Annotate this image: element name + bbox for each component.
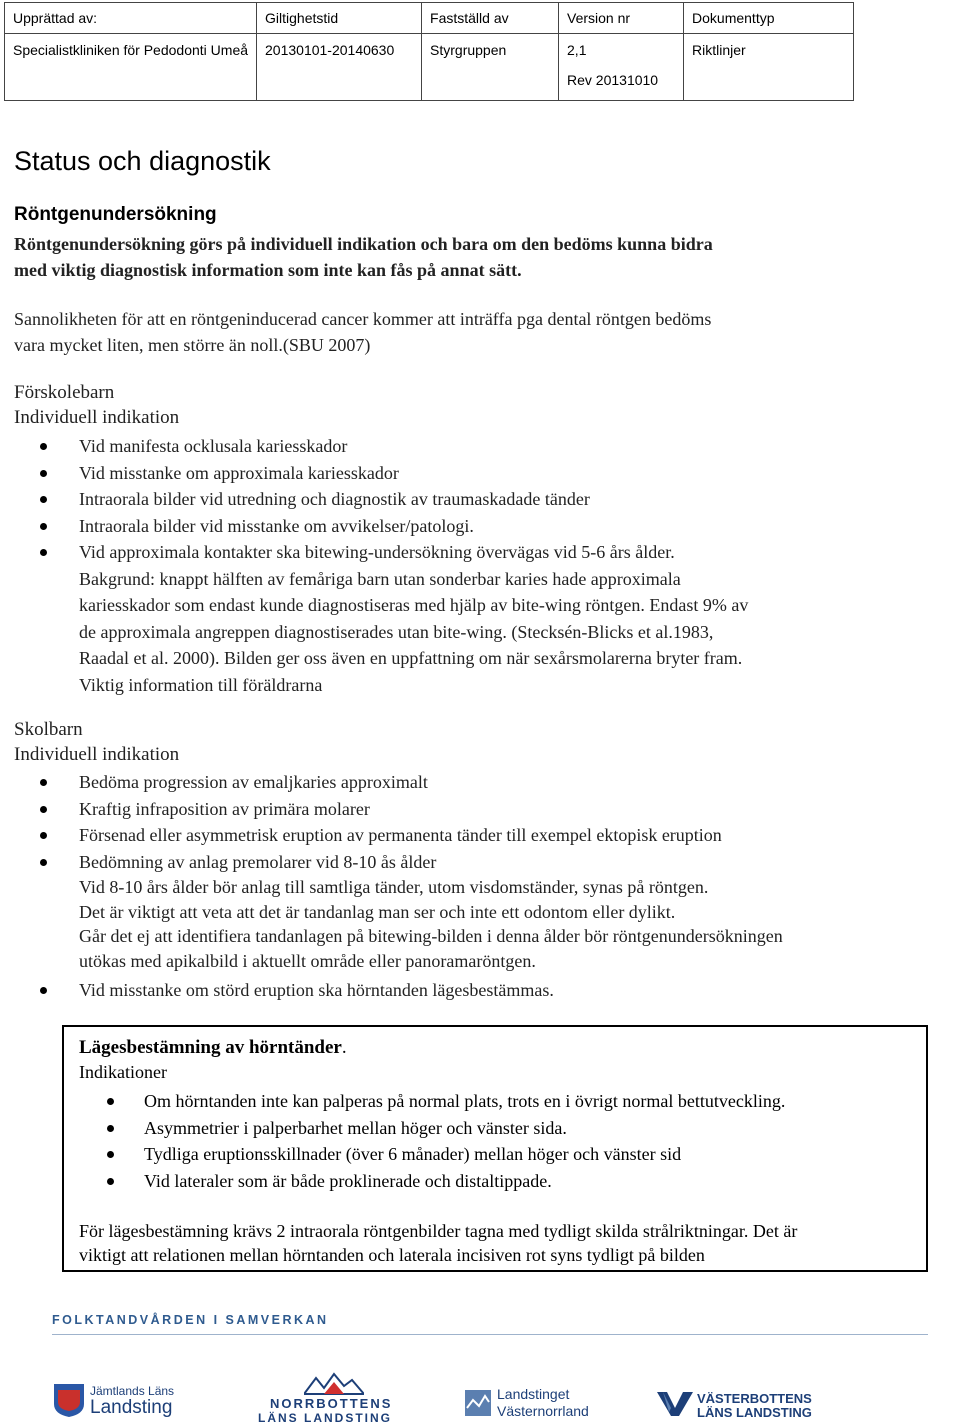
page-title: Status och diagnostik: [14, 146, 271, 176]
lead-line: med viktig diagnostisk information som inte kan fås på annat sätt.: [14, 260, 522, 280]
header-approved-value: Styrgruppen: [422, 34, 559, 101]
norrbotten-emblem-icon: [304, 1372, 364, 1396]
document-header-table: [4, 2, 854, 101]
school-indication-list: [38, 769, 783, 1004]
list-item: Vid misstanke om approximala kariesskador: [38, 460, 748, 487]
list-item: Vid approximala kontakter ska bitewing-undersökning övervägas vid 5-6 års ålder.: [38, 539, 748, 566]
para-line: Sannolikheten för att en röntgeninducerad cancer kommer att inträffa pga dental röntgen bedöms: [14, 309, 712, 329]
header-validity-value: 20130101-20140630: [257, 34, 422, 101]
list-item: Intraorala bilder vid misstanke om avvikelser/patologi.: [38, 513, 748, 540]
vasterbotten-emblem-icon: [657, 1388, 693, 1416]
list-item: Vid lateraler som är både proklinerade och distaltippade.: [105, 1168, 785, 1195]
header-col-approved: Fastställd av: [422, 3, 559, 34]
footer-divider: [52, 1334, 928, 1335]
bitewing-background-text: Bakgrund: knappt hälften av femåriga barn utan sonderbar karies hade approximala kariesskador som endast kunde diagnostiseras med hjälp av bite-wing röntgen. Endast 9% av de approximala angreppen diagnostiserades utan bite-wing. (Stecksén-Blicks et al.1983, Raadal et al. 2000). Bilden ger oss även en uppfattning om när sexårsmolarerna bryter fram. Viktig information till föräldrarna: [79, 568, 749, 695]
box-indication-list: [105, 1088, 785, 1194]
bullet-icon: [40, 779, 47, 786]
vasternorrland-emblem-icon: [463, 1388, 493, 1418]
header-col-version: Version nr: [559, 3, 684, 34]
list-item: Bedömning av anlag premolarer vid 8-10 ås ålder: [38, 849, 783, 876]
canine-position-box: [62, 1025, 928, 1272]
box-title: Lägesbestämning av hörntänder.: [79, 1037, 347, 1058]
preschool-indication-list: [38, 433, 748, 698]
list-item: Försenad eller asymmetrisk eruption av permanenta tänder till exempel ektopisk eruption: [38, 822, 783, 849]
jamtland-emblem-icon: [52, 1380, 86, 1418]
bullet-icon: [40, 443, 47, 450]
xray-lead-text: [14, 231, 914, 283]
header-col-author: Upprättad av:: [5, 3, 257, 34]
list-item: Asymmetrier i palperbarhet mellan höger och vänster sida.: [105, 1115, 785, 1142]
header-doctype-value: Riktlinjer: [684, 34, 854, 101]
bullet-icon: [107, 1125, 114, 1132]
section-heading-preschool: Förskolebarn: [14, 382, 115, 403]
box-subtitle: Indikationer: [79, 1062, 167, 1082]
header-col-doctype: Dokumenttyp: [684, 3, 854, 34]
bullet-icon: [40, 987, 47, 994]
subheading-individual-indication: Individuell indikation: [14, 744, 180, 765]
bullet-icon: [40, 859, 47, 866]
bullet-icon: [107, 1178, 114, 1185]
bullet-icon: [40, 470, 47, 477]
bullet-icon: [40, 832, 47, 839]
lead-line: Röntgenundersökning görs på individuell indikation och bara om den bedöms kunna bidra: [14, 234, 713, 254]
header-version-cell: [559, 34, 684, 101]
bullet-icon: [40, 806, 47, 813]
list-item: Kraftig infraposition av primära molarer: [38, 796, 783, 823]
subheading-individual-indication: Individuell indikation: [14, 407, 180, 428]
bullet-icon: [40, 496, 47, 503]
header-revision-value: Rev 20131010: [567, 72, 659, 88]
bullet-icon: [40, 549, 47, 556]
premolar-assessment-text: Vid 8-10 års ålder bör anlag till samtliga tänder, utom visdomständer, synas på röntgen. Det är viktigt att veta att det är tandanlag man ser och inte ett odontom eller dylikt. Går det ej att identifiera tandanlagen på bitewing-bilden i denna ålder bör röntgenundersökningen utökas med apikalbild i aktuellt område eller panoramaröntgen.: [79, 877, 783, 971]
list-item: Vid misstanke om störd eruption ska hörntanden lägesbestämmas.: [38, 977, 783, 1004]
list-item: Intraorala bilder vid utredning och diagnostik av traumaskadade tänder: [38, 486, 748, 513]
bullet-icon: [107, 1151, 114, 1158]
list-item: Tydliga eruptionsskillnader (över 6 månader) mellan höger och vänster sid: [105, 1141, 785, 1168]
list-item: Bedöma progression av emaljkaries approximalt: [38, 769, 783, 796]
para-line: vara mycket liten, men större än noll.(SBU 2007): [14, 335, 371, 355]
xray-risk-paragraph: [14, 306, 924, 358]
section-heading-school: Skolbarn: [14, 719, 83, 740]
bullet-icon: [107, 1098, 114, 1105]
box-note: För lägesbestämning krävs 2 intraorala röntgenbilder tagna med tydligt skilda strålriktningar. Det är viktigt att relationen mellan hörntanden och laterala incisiven rot syns tydligt på bilden: [79, 1221, 798, 1265]
bullet-icon: [40, 523, 47, 530]
list-item: Om hörntanden inte kan palperas på normal plats, trots en i övrigt normal bettutveckling.: [105, 1088, 785, 1115]
footer-tagline: FOLKTANDVÅRDEN I SAMVERKAN: [52, 1313, 329, 1327]
header-author-value: Specialistkliniken för Pedodonti Umeå: [5, 34, 257, 101]
section-heading-xray: Röntgenundersökning: [14, 204, 217, 225]
list-item: Vid manifesta ocklusala kariesskador: [38, 433, 748, 460]
header-col-validity: Giltighetstid: [257, 3, 422, 34]
header-version-value: 2,1: [567, 42, 587, 58]
